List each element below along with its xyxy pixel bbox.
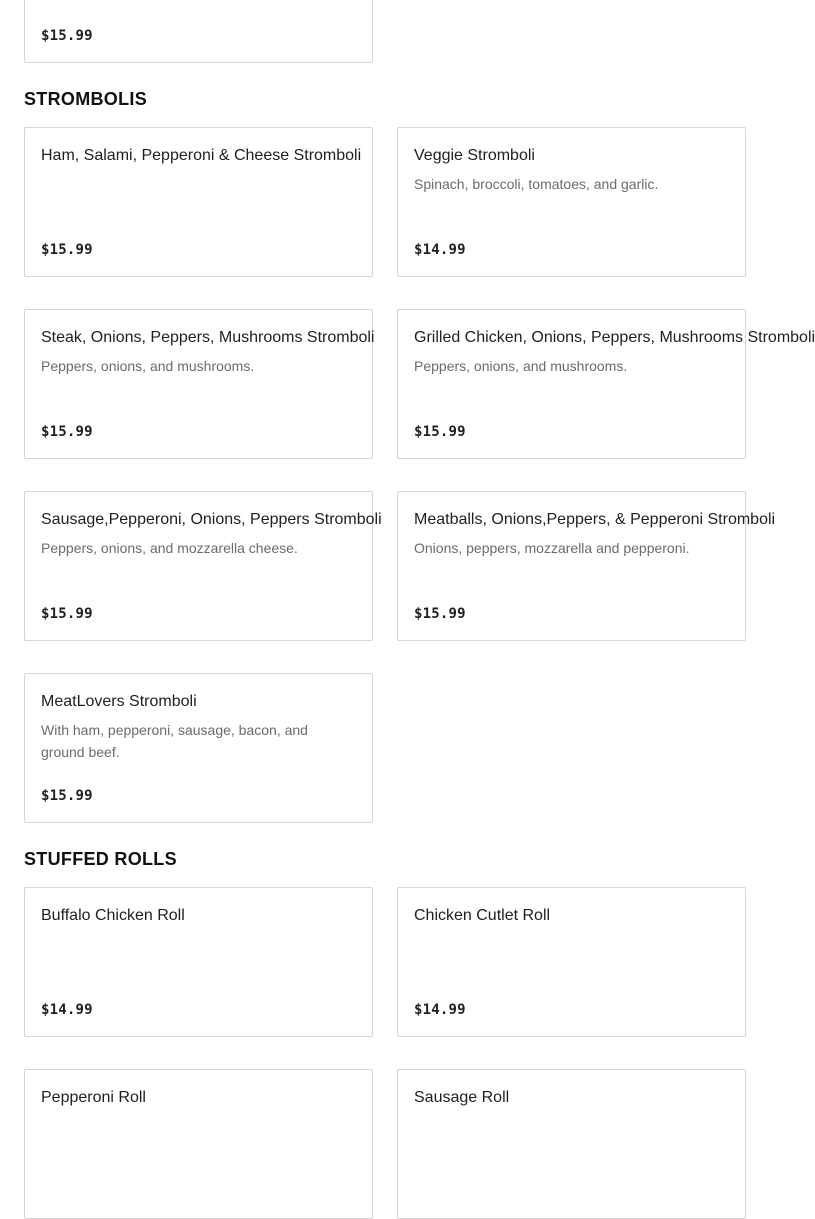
item-price: $15.99 — [41, 606, 93, 622]
menu-item-card[interactable] — [24, 887, 373, 1037]
item-name: Meatballs, Onions,Peppers, & Pepperoni Stromboli — [414, 511, 776, 528]
item-name: Sausage Roll — [414, 1089, 510, 1106]
menu-item-card[interactable] — [397, 491, 776, 641]
item-price: $15.99 — [41, 28, 93, 44]
menu-item-card[interactable] — [24, 491, 382, 641]
item-name: Pepperoni Roll — [41, 1089, 146, 1106]
menu-item-card[interactable] — [24, 673, 373, 823]
item-price: $15.99 — [41, 242, 93, 258]
item-price: $14.99 — [414, 1002, 466, 1018]
item-name: Buffalo Chicken Roll — [41, 907, 185, 924]
item-name: Grilled Chicken, Onions, Peppers, Mushrooms Stromboli — [414, 329, 815, 346]
item-description: Onions, peppers, mozzarella and pepperoni. — [414, 540, 690, 556]
item-description: Peppers, onions, and mushrooms. — [41, 358, 255, 374]
menu-item-card[interactable] — [397, 1069, 746, 1219]
menu-item-card[interactable] — [397, 309, 815, 459]
item-description: With ham, pepperoni, sausage, bacon, and ground beef. — [41, 722, 308, 760]
item-price: $15.99 — [414, 606, 466, 622]
section-title-stuffed-rolls: STUFFED ROLLS — [24, 849, 177, 869]
menu-item-card[interactable] — [24, 309, 373, 459]
section-title-strombolis: STROMBOLIS — [24, 89, 147, 109]
item-name: Veggie Stromboli — [414, 147, 535, 164]
menu-item-card[interactable] — [24, 0, 373, 63]
item-name: MeatLovers Stromboli — [41, 693, 197, 710]
item-description: Spinach, broccoli, tomatoes, and garlic. — [414, 176, 659, 192]
menu-item-card[interactable] — [24, 1069, 373, 1219]
menu-item-card[interactable] — [397, 127, 746, 277]
item-name: Sausage,Pepperoni, Onions, Peppers Stromboli — [41, 511, 382, 528]
item-description: Peppers, onions, and mushrooms. — [414, 358, 628, 374]
item-price: $14.99 — [41, 1002, 93, 1018]
item-price: $14.99 — [414, 242, 466, 258]
item-name: Chicken Cutlet Roll — [414, 907, 551, 924]
menu-item-card[interactable] — [397, 887, 746, 1037]
item-price: $15.99 — [414, 424, 466, 440]
item-name: Steak, Onions, Peppers, Mushrooms Stromboli — [41, 329, 375, 346]
item-price: $15.99 — [41, 424, 93, 440]
item-description: Peppers, onions, and mozzarella cheese. — [41, 540, 298, 556]
menu-item-card[interactable] — [24, 127, 373, 277]
item-name: Ham, Salami, Pepperoni & Cheese Stromboli — [41, 147, 362, 164]
item-price: $15.99 — [41, 788, 93, 804]
